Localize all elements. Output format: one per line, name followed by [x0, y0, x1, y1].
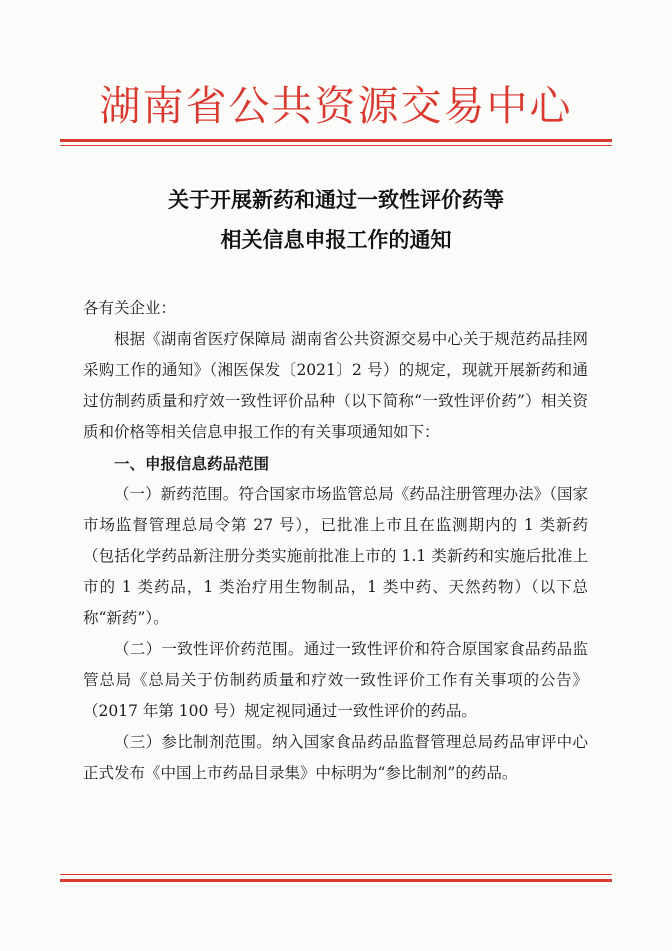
- notice-body: [83, 293, 588, 789]
- footer-divider-thick: [60, 879, 612, 882]
- section-1-heading: 一、申报信息药品范围: [114, 454, 270, 473]
- item-consistency-drugs: （二）一致性评价药范围。通过一致性评价和符合原国家食品药品监管总局《总局关于仿制药质量和疗效一致性评价工作有关事项的公告》（2017 年第 100 号）规定视同通过一致性评价的药品。: [83, 640, 588, 720]
- intro-paragraph: 根据《湖南省医疗保障局 湖南省公共资源交易中心关于规范药品挂网采购工作的通知》（湘医保发〔2021〕2 号）的规定，现就开展新药和通过仿制药质量和疗效一致性评价品种（以下简称“一致性评价药”）相关资质和价格等相关信息申报工作的有关事项通知如下：: [83, 330, 588, 441]
- footer-divider-thin: [60, 874, 612, 875]
- notice-title-line-2: 相关信息申报工作的通知: [220, 227, 452, 252]
- agency-masthead: 湖南省公共资源交易中心: [99, 82, 573, 130]
- masthead-divider-thick: [60, 139, 612, 142]
- item-new-drugs: （一）新药范围。符合国家市场监管总局《药品注册管理办法》（国家市场监督管理总局令第 27 号），已批准上市且在监测期内的 1 类新药（包括化学药品新注册分类实施前批准上市的 1.1 类新药和实施后批准上市的 1 类药品，1 类治疗用生物制品，1 类中药、天然药物）（以下总称“新药”）。: [83, 485, 588, 627]
- salutation: 各有关企业：: [83, 299, 177, 317]
- masthead-divider-thin: [60, 145, 612, 146]
- notice-title-line-1: 关于开展新药和通过一致性评价药等: [168, 187, 504, 212]
- item-reference-preparations: （三）参比制剂范围。纳入国家食品药品监督管理总局药品审评中心正式发布《中国上市药品目录集》中标明为“参比制剂”的药品。: [83, 733, 588, 782]
